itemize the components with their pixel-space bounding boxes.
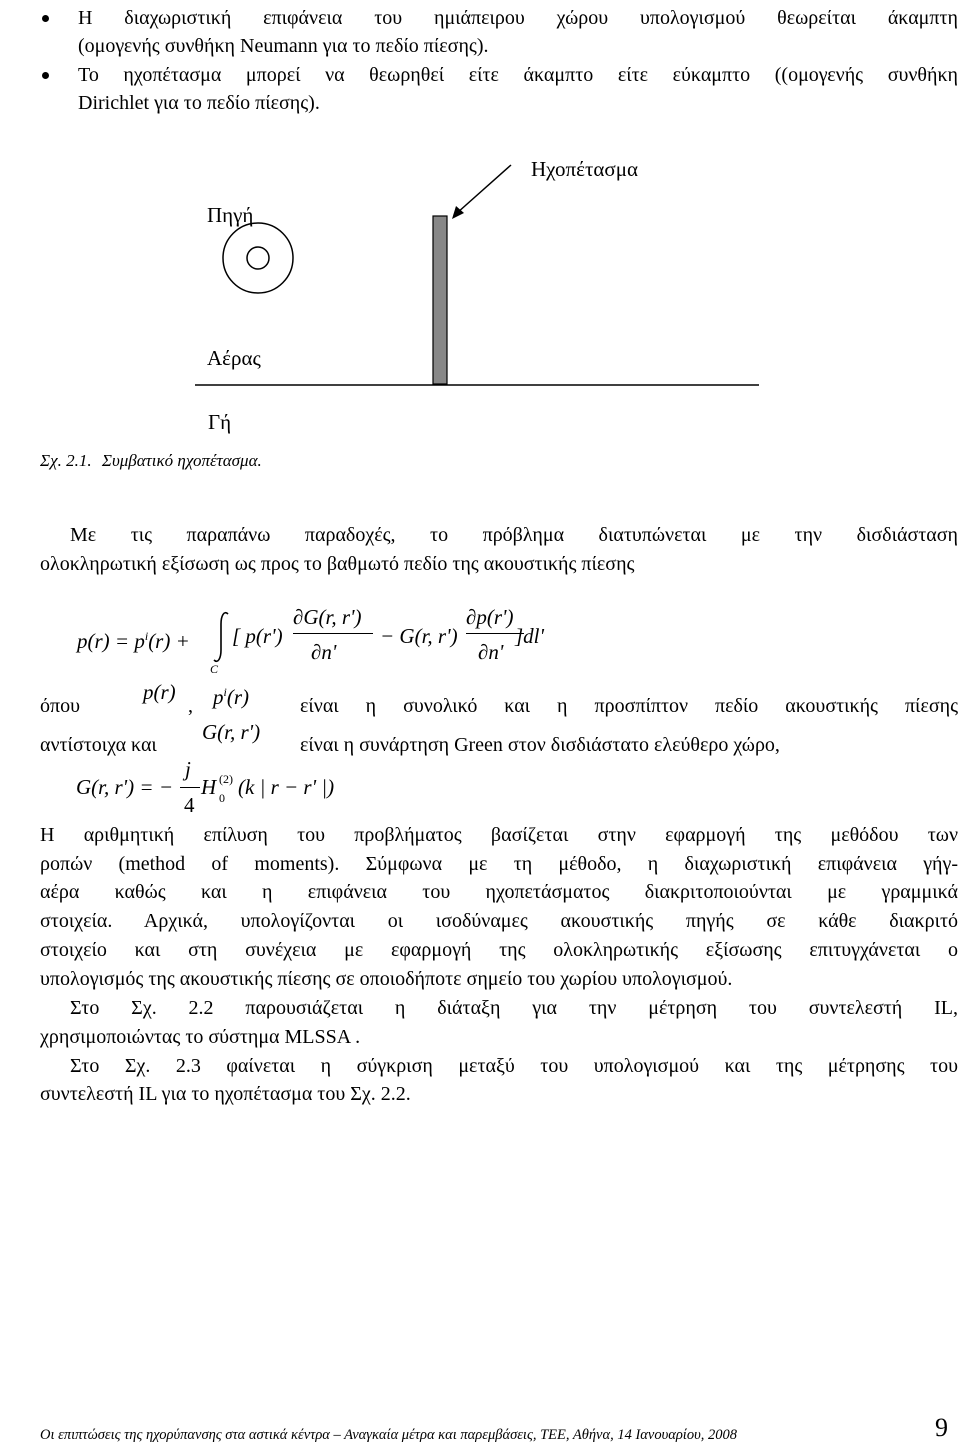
page-number: 9	[935, 1413, 948, 1442]
source-outer-circle	[223, 223, 293, 293]
label-ground: Γή	[208, 410, 232, 434]
integral-sign-icon	[212, 610, 232, 664]
source-inner-circle	[247, 247, 269, 269]
where-p-r: p(r)	[143, 680, 176, 704]
eq1-num1: ∂G(r, r')	[293, 605, 362, 629]
body-line-2: ροπών (method of moments). Σύμφωνα με τη μέθοδο, η διαχωριστική επιφάνεια γήγ-	[40, 853, 958, 875]
body-line-10: συντελεστή IL για το ηχοπέτασμα του Σχ. 2.2.	[40, 1083, 411, 1105]
eq2-H-sup: (2)	[219, 772, 233, 786]
bullet-1-line-1: Η διαχωριστική επιφάνεια του ημιάπειρου χώρου υπολογισμού θεωρείται άκαμπτη	[78, 7, 958, 29]
eq1-fraction-bar-1	[293, 633, 373, 634]
eq2-num: j	[185, 757, 191, 781]
label-source: Πηγή	[207, 203, 254, 227]
where-pi-r: $p^i(r)$	[213, 685, 250, 709]
body-line-6: υπολογισμός της ακουστικής πίεσης σε οποιοδήποτε σημείο του χωρίου υπολογισμού.	[40, 968, 733, 990]
eq2-den: 4	[184, 793, 195, 817]
footer-text: Οι επιπτώσεις της ηχορύπανσης στα αστικά κέντρα – Αναγκαία μέτρα και παρεμβάσεις, ΤΕΕ, Αθήνα, 14 Ιανουαρίου, 2008	[40, 1427, 737, 1443]
eq1-den2: ∂n'	[478, 640, 504, 664]
eq2-fraction-bar	[180, 787, 200, 788]
body-line-4: στοιχεία. Αρχικά, υπολογίζονται οι ισοδύναμες ακουστικής πηγής σε κάθε διακριτό	[40, 910, 958, 932]
bullet-2-line-1: Το ηχοπέτασμα μπορεί να θεωρηθεί είτε άκαμπτο είτε εύκαμπτο ((ομογενής συνθήκη	[78, 64, 958, 86]
figure-caption	[40, 449, 262, 473]
body-line-9: Στο Σχ. 2.3 φαίνεται η σύγκριση μεταξύ του υπολογισμού και της μέτρησης του	[70, 1055, 958, 1077]
where-G: G(r, r')	[202, 720, 261, 744]
label-barrier: Ηχοπέτασμα	[531, 157, 638, 181]
body-line-1: Η αριθμητική επίλυση του προβλήματος βασίζεται στην εφαρμογή της μεθόδου των	[40, 824, 958, 846]
eq1-num2: ∂p(r')	[466, 605, 514, 629]
body-line-7: Στο Σχ. 2.2 παρουσιάζεται η διάταξη για την μέτρηση του συντελεστή IL,	[70, 997, 958, 1019]
caption-text: Συμβατικό ηχοπέτασμα.	[101, 451, 262, 470]
eq1-tail: ]dl'	[515, 624, 544, 648]
bullet-1-line-2: (ομογενής συνθήκη Neumann για το πεδίο πίεσης).	[78, 35, 489, 57]
eq1-lhs: $p(r) = p^i(r)$ +	[77, 629, 190, 653]
intro-line-2: ολοκληρωτική εξίσωση ως προς το βαθμωτό πεδίο της ακουστικής πίεσης	[40, 553, 635, 575]
barrier-pointer-line	[457, 165, 511, 213]
eq2-lhs: G(r, r') = −	[76, 775, 174, 799]
eq1-sub-c: C	[210, 662, 219, 676]
eq1-bracket: [ p(r')	[232, 624, 283, 648]
eq2-arg: (k | r − r' |)	[238, 775, 335, 799]
intro-line-1: Με τις παραπάνω παραδοχές, το πρόβλημα διατυπώνεται με την δισδιάσταση	[70, 524, 958, 546]
body-line-5: στοιχείο και στη συνέχεια με εφαρμογή της ολοκληρωτικής εξίσωσης επιτυγχάνεται ο	[40, 939, 958, 961]
barrier-wall	[433, 216, 447, 384]
eq1-den1: ∂n'	[311, 640, 337, 664]
where-comma: ,	[188, 695, 193, 717]
body-line-3: αέρα καθώς και η επιφάνεια του ηχοπετάσματος διακριτοποιούνται με γραμμικά	[40, 881, 958, 903]
where-text-2: είναι η συνάρτηση Green στον δισδιάστατο ελεύθερο χώρο,	[300, 734, 780, 756]
where-opou: όπου	[40, 695, 80, 717]
where-text-1: είναι η συνολικό και η προσπίπτον πεδίο ακουστικής πίεσης	[300, 695, 958, 717]
caption-number: Σχ. 2.1.	[40, 451, 92, 470]
label-air: Αέρας	[207, 346, 261, 370]
figure-drawing	[0, 0, 960, 460]
where-antistoixa: αντίστοιχα και	[40, 734, 157, 756]
bullet-2-line-2: Dirichlet για το πεδίο πίεσης).	[78, 92, 320, 114]
body-line-8: χρησιμοποιώντας το σύστημα MLSSA .	[40, 1026, 361, 1048]
eq2-H-sub: 0	[219, 791, 225, 805]
eq2-H: H	[201, 775, 217, 799]
eq1-minus: − G(r, r')	[380, 624, 458, 648]
